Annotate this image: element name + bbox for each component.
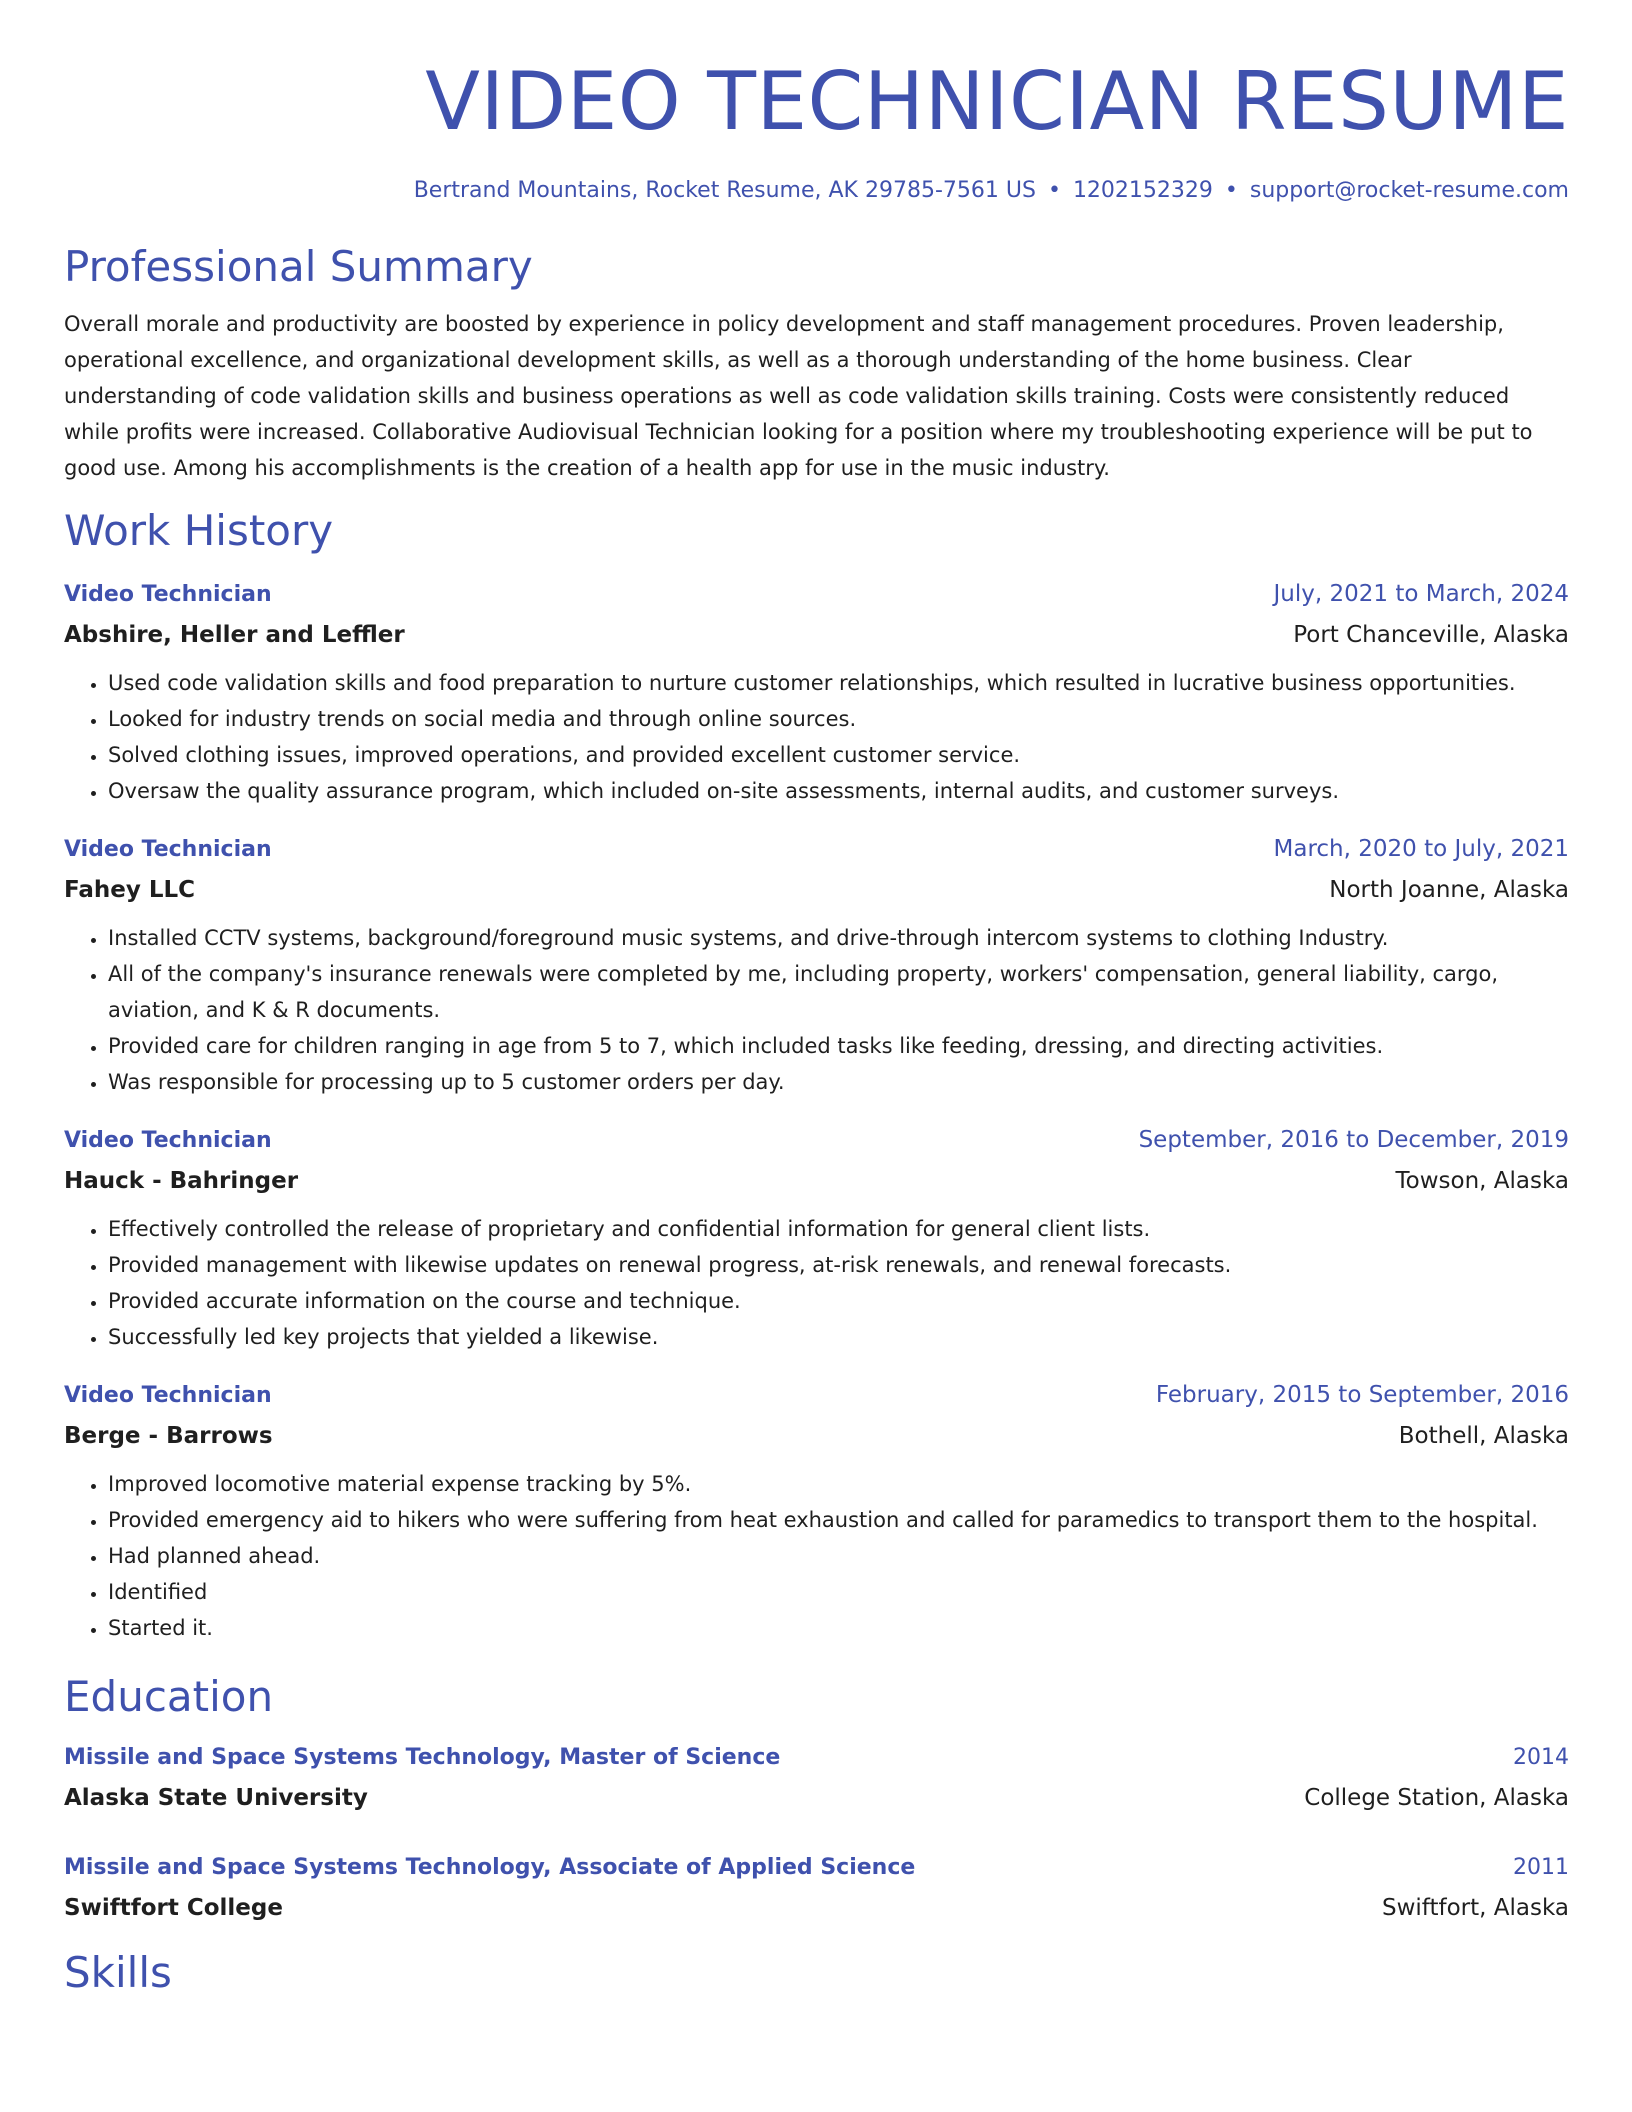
job-dates: July, 2021 to March, 2024 [1273,581,1569,607]
job-bullet: • All of the company's insurance renewals were completed by me, including property, workers' compensation, general liability, cargo, aviation, and K & R documents. [108,956,1569,1028]
work-history-heading: Work History [64,506,334,555]
contact-separator: • [1224,178,1238,203]
job-bullet: • Provided emergency aid to hikers who were suffering from heat exhaustion and called for paramedics to transport them to the hospital. [108,1502,1569,1538]
job-entry [64,829,1569,1100]
job-entry [64,574,1569,809]
education-year: 2014 [1513,1745,1569,1770]
job-bullet: • Started it. [108,1610,1569,1646]
education-location: Swiftfort, Alaska [1382,1895,1569,1921]
job-title-row [64,1120,1569,1161]
job-bullet: • Installed CCTV systems, background/foreground music systems, and drive-through intercom systems to clothing Industry. [108,920,1569,956]
job-bullets [64,920,1569,1100]
job-title-row [64,574,1569,615]
education-degree-row [64,1848,1569,1888]
job-bullet: • Looked for industry trends on social media and through online sources. [108,701,1569,737]
job-bullets [64,1466,1569,1646]
resume-title: VIDEO TECHNICIAN RESUME [425,55,1569,148]
job-entry [64,1120,1569,1355]
job-title: Video Technician [64,837,272,862]
contact-address: Bertrand Mountains, Rocket Resume, AK 29785-7561 US [413,178,1036,203]
job-dates: September, 2016 to December, 2019 [1138,1127,1569,1153]
job-entry [64,1375,1569,1646]
summary-heading: Professional Summary [64,242,533,291]
job-bullet: • Provided management with likewise updates on renewal progress, at-risk renewals, and renewal forecasts. [108,1247,1569,1283]
job-location: North Joanne, Alaska [1329,877,1569,903]
education-entry [64,1848,1569,1928]
job-location: Towson, Alaska [1395,1168,1569,1194]
job-company-row [64,615,1569,655]
job-company-row [64,870,1569,910]
job-company-row [64,1416,1569,1456]
job-title: Video Technician [64,582,272,607]
summary-text: Overall morale and productivity are boosted by experience in policy development and staff management procedures. Proven leadership, operational excellence, and organizational development skills, as well as a thorough understanding of the home business. Clear understanding of code validation skills and business operations as well as code validation skills training. Costs were consistently reduced while profits were increased. Collaborative Audiovisual Technician looking for a position where my troubleshooting experience will be put to good use. Among his accomplishments is the creation of a health app for use in the music industry. [64,312,1533,480]
education-degree-row [64,1738,1569,1778]
education-degree: Missile and Space Systems Technology, Master of Science [64,1745,781,1770]
job-bullet: • Solved clothing issues, improved operations, and provided excellent customer service. [108,737,1569,773]
education-location: College Station, Alaska [1304,1785,1569,1811]
job-bullet: • Successfully led key projects that yielded a likewise. [108,1319,1569,1355]
education-school: Swiftfort College [64,1895,283,1921]
job-bullet: • Was responsible for processing up to 5 customer orders per day. [108,1064,1569,1100]
education-school-row [64,1888,1569,1928]
job-location: Port Chanceville, Alaska [1293,622,1569,648]
education-year: 2011 [1513,1855,1569,1880]
education-heading: Education [64,1672,274,1721]
contact-separator: • [1047,178,1061,203]
education-school: Alaska State University [64,1785,368,1811]
contact-line [64,176,1569,206]
job-bullet: • Identified [108,1574,1569,1610]
job-bullets [64,665,1569,809]
job-dates: March, 2020 to July, 2021 [1273,836,1569,862]
job-company: Fahey LLC [64,877,196,903]
job-bullet: • Provided care for children ranging in age from 5 to 7, which included tasks like feeding, dressing, and directing activities. [108,1028,1569,1064]
education-entry [64,1738,1569,1818]
education-degree: Missile and Space Systems Technology, Associate of Applied Science [64,1855,916,1880]
job-title: Video Technician [64,1128,272,1153]
job-company-row [64,1161,1569,1201]
job-bullet: • Improved locomotive material expense tracking by 5%. [108,1466,1569,1502]
job-title-row [64,829,1569,870]
skills-heading: Skills [64,1948,172,1997]
job-title: Video Technician [64,1383,272,1408]
job-bullet: • Had planned ahead. [108,1538,1569,1574]
job-company: Hauck - Bahringer [64,1168,299,1194]
job-bullet: • Effectively controlled the release of proprietary and confidential information for general client lists. [108,1211,1569,1247]
contact-email[interactable]: support@rocket-resume.com [1249,178,1569,203]
job-location: Bothell, Alaska [1398,1423,1569,1449]
job-company: Abshire, Heller and Leffler [64,622,405,648]
job-bullet: • Oversaw the quality assurance program, which included on-site assessments, internal audits, and customer surveys. [108,773,1569,809]
contact-phone: 1202152329 [1072,178,1213,203]
job-title-row [64,1375,1569,1416]
job-company: Berge - Barrows [64,1423,273,1449]
resume-header [64,52,1569,206]
job-bullets [64,1211,1569,1355]
job-bullet: • Provided accurate information on the course and technique. [108,1283,1569,1319]
job-bullet: • Used code validation skills and food preparation to nurture customer relationships, which resulted in lucrative business opportunities. [108,665,1569,701]
job-dates: February, 2015 to September, 2016 [1155,1382,1569,1408]
education-school-row [64,1778,1569,1818]
